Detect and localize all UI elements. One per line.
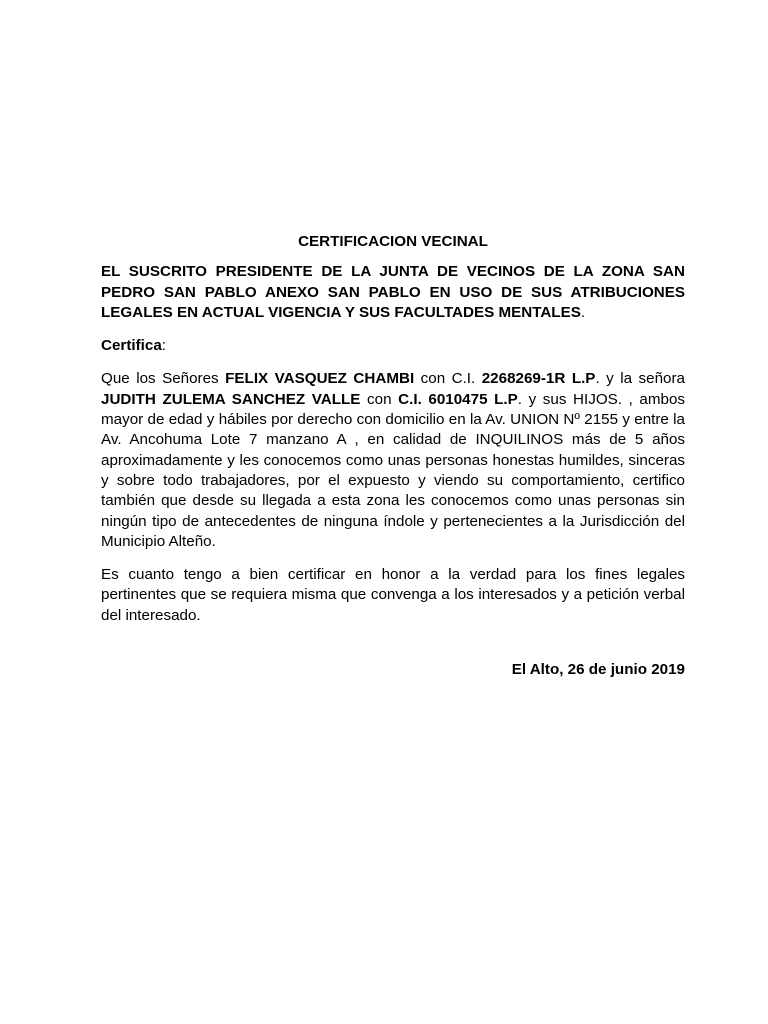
certifica-label: Certifica (101, 337, 162, 355)
document-title: CERTIFICACION VECINAL (298, 233, 488, 250)
intro-paragraph (101, 262, 685, 323)
intro-text: EL SUSCRITO PRESIDENTE DE LA JUNTA DE VECINOS DE LA ZONA SAN PEDRO SAN PABLO ANEXO SAN PABLO EN USO DE SUS ATRIBUCIONES LEGALES EN ACTUAL VIGENCIA Y SUS FACULTADES MENTALES (101, 263, 685, 321)
closing-paragraph: Es cuanto tengo a bien certificar en honor a la verdad para los fines legales pertinentes que se requiera misma que convenga a los interesados y a petición verbal del interesado. (101, 566, 685, 624)
paragraph-text: con (360, 390, 399, 408)
document-body (101, 232, 685, 680)
paragraph-text: con C.I. (414, 370, 482, 388)
id-number: 2268269-1R L.P (481, 370, 596, 388)
intro-period: . (580, 303, 586, 321)
date-line: El Alto, 26 de junio 2019 (511, 661, 685, 679)
id-number: C.I. 6010475 L.P (398, 390, 518, 408)
certifica-colon: : (161, 337, 167, 355)
person-name: JUDITH ZULEMA SANCHEZ VALLE (101, 390, 361, 408)
paragraph-text: Que los Señores (101, 370, 226, 388)
paragraph-text: . y la señora (595, 370, 685, 388)
certification-paragraph (101, 369, 685, 552)
paragraph-text: . y sus HIJOS. , ambos mayor de edad y hábiles por derecho con domicilio en la Av. UNION Nº 2155 y entre la Av. Ancohuma Lote 7 manzano A , en calidad de INQUILINOS más de 5 años aproximadamente y les conocemos como unas personas honestas humildes, sinceras y sobre todo trabajadores, por el expuesto y viendo su comportamiento, certifico también que desde su llegada a esta zona les conocemos como unas personas sin ningún tipo de antecedentes de ninguna índole y pertenecientes a la Jurisdicción del Municipio Alteño. (101, 390, 685, 550)
certifica-heading (101, 336, 685, 356)
person-name: FELIX VASQUEZ CHAMBI (225, 370, 415, 388)
